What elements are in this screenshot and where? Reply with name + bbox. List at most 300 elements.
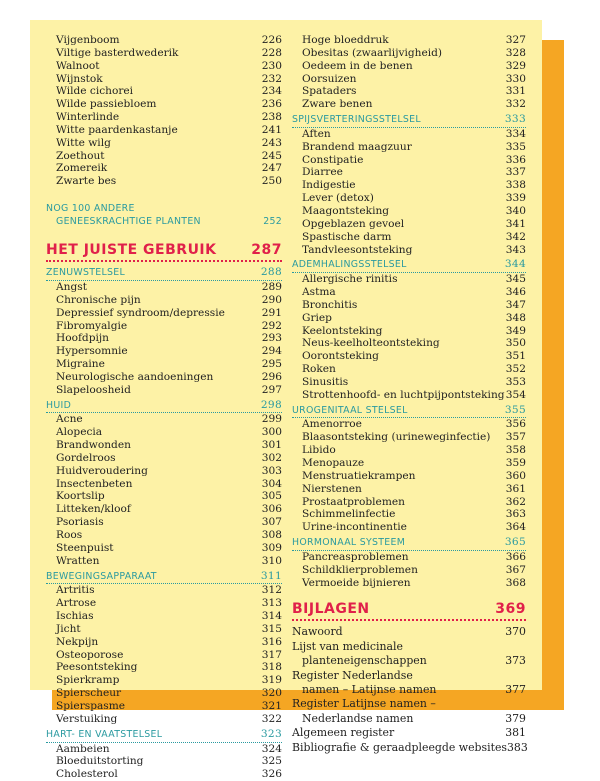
toc-entry-page: 304 bbox=[261, 477, 282, 490]
toc-entry-label: Blaasontsteking (urineweginfectie) bbox=[302, 431, 491, 444]
toc-entry-label: Pancreasproblemen bbox=[302, 550, 409, 563]
toc-entry-label: Zoethout bbox=[56, 149, 105, 162]
toc-entry-label: Nekpijn bbox=[56, 635, 99, 648]
toc-entry[interactable] bbox=[46, 542, 282, 555]
toc-entry-label: Brandend maagzuur bbox=[302, 140, 412, 153]
toc-entry-label: Spierscheur bbox=[56, 687, 122, 700]
toc-entry-page: 247 bbox=[261, 162, 282, 175]
toc-entry-page: 300 bbox=[261, 426, 282, 439]
toc-entry[interactable] bbox=[46, 345, 282, 358]
toc-entry-page: 348 bbox=[505, 311, 526, 324]
toc-entry-page: 305 bbox=[261, 490, 282, 503]
toc-entry[interactable] bbox=[46, 137, 282, 150]
toc-entry[interactable] bbox=[46, 674, 282, 687]
toc-entry[interactable] bbox=[292, 218, 526, 231]
toc-entry[interactable] bbox=[46, 743, 282, 756]
cardio-continued-list bbox=[292, 34, 526, 111]
appendix-list bbox=[292, 625, 526, 755]
toc-entry[interactable] bbox=[46, 332, 282, 345]
toc-entry-label: Spastische darm bbox=[302, 230, 392, 243]
toc-entry[interactable] bbox=[292, 286, 526, 299]
section-heading[interactable] bbox=[292, 536, 526, 551]
toc-entry-label: Alopecia bbox=[56, 426, 103, 439]
toc-entry[interactable] bbox=[292, 128, 526, 141]
toc-entry[interactable] bbox=[292, 376, 526, 389]
toc-entry-page: 299 bbox=[261, 413, 282, 426]
section-heading[interactable] bbox=[292, 258, 526, 273]
toc-entry-label: Obesitas (zwaarlijvigheid) bbox=[302, 46, 443, 59]
toc-entry[interactable] bbox=[46, 150, 282, 163]
toc-entry[interactable] bbox=[46, 358, 282, 371]
toc-entry-label: Verstuiking bbox=[56, 712, 118, 725]
toc-entry-page: 342 bbox=[505, 230, 526, 243]
toc-entry-label: Keelontsteking bbox=[302, 324, 383, 337]
toc-entry[interactable] bbox=[46, 700, 282, 713]
toc-entry[interactable] bbox=[46, 623, 282, 636]
toc-entry-page: 319 bbox=[261, 674, 282, 687]
toc-entry-label: Cholesterol bbox=[56, 768, 118, 781]
toc-entry-page: 360 bbox=[505, 469, 526, 482]
toc-entry-page: 245 bbox=[261, 149, 282, 162]
toc-entry-page: 309 bbox=[261, 541, 282, 554]
toc-entry-page: 301 bbox=[261, 439, 282, 452]
toc-entry-label: Winterlinde bbox=[56, 111, 120, 124]
toc-entry[interactable] bbox=[292, 60, 526, 73]
toc-entry[interactable] bbox=[46, 60, 282, 73]
toc-entry-label: Bloeduitstorting bbox=[56, 755, 144, 768]
toc-entry-page: 331 bbox=[505, 85, 526, 98]
toc-entry-page: 308 bbox=[261, 529, 282, 541]
toc-entry-label: Vijgenboom bbox=[56, 34, 120, 46]
toc-entry[interactable] bbox=[46, 98, 282, 111]
chapter-title: HET JUISTE GEBRUIK bbox=[46, 242, 217, 259]
toc-entry[interactable] bbox=[292, 85, 526, 98]
toc-entry-page: 336 bbox=[505, 153, 526, 166]
toc-entry-page: 307 bbox=[261, 516, 282, 529]
section-title: SPIJSVERTERINGSSTELSEL bbox=[292, 114, 421, 126]
toc-entry-label: Zwarte bes bbox=[56, 175, 117, 188]
toc-entry-label: Walnoot bbox=[56, 59, 100, 72]
toc-entry-page: 241 bbox=[261, 123, 282, 136]
toc-entry[interactable] bbox=[292, 192, 526, 205]
toc-entry-page: 335 bbox=[505, 140, 526, 153]
toc-entry[interactable] bbox=[46, 384, 282, 397]
appendix-entry-page: 383 bbox=[506, 740, 528, 754]
toc-page bbox=[30, 20, 542, 781]
toc-entry[interactable] bbox=[292, 457, 526, 470]
toc-entry[interactable] bbox=[46, 47, 282, 60]
toc-entry-page: 351 bbox=[505, 350, 526, 363]
toc-entry-page: 324 bbox=[261, 742, 282, 755]
toc-entry-page: 322 bbox=[261, 712, 282, 725]
toc-entry-label: Gordelroos bbox=[56, 451, 116, 464]
appendix-entry-label: Bibliografie & geraadpleegde websites bbox=[292, 740, 507, 754]
toc-entry-label: Oorsuizen bbox=[302, 72, 357, 85]
toc-entry-page: 332 bbox=[505, 98, 526, 111]
toc-entry-page: 290 bbox=[261, 293, 282, 306]
toc-entry-page: 334 bbox=[505, 127, 526, 140]
toc-entry-page: 295 bbox=[261, 358, 282, 371]
toc-entry-label: Zomereik bbox=[56, 162, 108, 175]
toc-entry-label: Ischias bbox=[56, 610, 94, 623]
toc-entry-page: 310 bbox=[261, 554, 282, 567]
toc-entry-page: 315 bbox=[261, 622, 282, 635]
toc-entry-page: 293 bbox=[261, 332, 282, 345]
toc-entry-page: 349 bbox=[505, 324, 526, 337]
toc-entry-page: 321 bbox=[261, 699, 282, 712]
toc-entry[interactable] bbox=[46, 73, 282, 86]
left-column bbox=[46, 34, 282, 781]
toc-entry-page: 345 bbox=[505, 273, 526, 286]
toc-entry[interactable] bbox=[292, 551, 526, 564]
section-heading[interactable] bbox=[46, 728, 282, 743]
toc-entry-label: Libido bbox=[302, 444, 336, 457]
toc-entry[interactable] bbox=[46, 162, 282, 175]
toc-entry[interactable] bbox=[46, 713, 282, 726]
toc-entry-label: Acne bbox=[56, 413, 83, 426]
toc-entry-label: Bronchitis bbox=[302, 298, 358, 311]
toc-entry[interactable] bbox=[292, 470, 526, 483]
toc-entry-label: Opgeblazen gevoel bbox=[302, 217, 405, 230]
toc-entry-label: Menstruatiekrampen bbox=[302, 469, 416, 482]
toc-entry[interactable] bbox=[46, 371, 282, 384]
toc-entry[interactable] bbox=[292, 483, 526, 496]
toc-entry-page: 346 bbox=[505, 286, 526, 299]
toc-entry-page: 292 bbox=[261, 319, 282, 332]
toc-entry-label: Prostaatproblemen bbox=[302, 495, 405, 508]
toc-entry[interactable] bbox=[292, 141, 526, 154]
toc-entry-label: Jicht bbox=[56, 622, 81, 635]
appendix-entry[interactable] bbox=[292, 683, 526, 697]
section-title: UROGENITAAL STELSEL bbox=[292, 404, 408, 416]
appendix-entry-label: Lijst van medicinale bbox=[292, 639, 403, 653]
toc-entry[interactable] bbox=[292, 444, 526, 457]
toc-entry-page: 291 bbox=[261, 306, 282, 319]
toc-entry-page: 312 bbox=[261, 584, 282, 597]
toc-entry-label: Huidveroudering bbox=[56, 464, 148, 477]
appendix-entry[interactable] bbox=[292, 741, 526, 755]
toc-entry-label: Spataders bbox=[302, 85, 357, 98]
appendix-entry-page: 370 bbox=[505, 625, 526, 639]
toc-entry-label: Hypersomnie bbox=[56, 345, 128, 358]
toc-entry[interactable] bbox=[46, 478, 282, 491]
toc-entry[interactable] bbox=[46, 294, 282, 307]
toc-entry[interactable] bbox=[46, 124, 282, 137]
toc-entry-label: Spierspasme bbox=[56, 699, 126, 712]
toc-entry-page: 243 bbox=[261, 136, 282, 149]
toc-entry[interactable] bbox=[292, 350, 526, 363]
toc-entry-page: 343 bbox=[505, 243, 526, 256]
toc-entry-label: Strottenhoofd- en luchtpijpontsteking bbox=[302, 388, 505, 401]
toc-entry-page: 314 bbox=[261, 610, 282, 623]
right-column bbox=[292, 34, 526, 755]
toc-entry-label: Artrose bbox=[56, 597, 97, 610]
toc-entry-label: Maagontsteking bbox=[302, 204, 390, 217]
toc-entry-label: Urine-incontinentie bbox=[302, 521, 407, 534]
toc-entry-page: 297 bbox=[261, 383, 282, 396]
toc-entry-page: 289 bbox=[261, 280, 282, 293]
toc-entry-page: 232 bbox=[261, 72, 282, 85]
toc-entry-label: Aambeien bbox=[56, 742, 110, 755]
toc-entry[interactable] bbox=[46, 503, 282, 516]
section-heading[interactable] bbox=[46, 266, 282, 281]
toc-entry-label: Menopauze bbox=[302, 457, 365, 469]
toc-entry-label: Lever (detox) bbox=[302, 192, 374, 205]
section-page: 365 bbox=[504, 536, 526, 549]
toc-entry[interactable] bbox=[292, 47, 526, 60]
toc-entry[interactable] bbox=[292, 521, 526, 534]
toc-entry[interactable] bbox=[292, 508, 526, 521]
toc-entry[interactable] bbox=[46, 661, 282, 674]
section-page: 311 bbox=[260, 569, 282, 582]
section-heading[interactable] bbox=[46, 570, 282, 585]
toc-entry-page: 352 bbox=[505, 363, 526, 376]
appendix-entry[interactable] bbox=[292, 625, 526, 639]
toc-entry[interactable] bbox=[46, 687, 282, 700]
chapter-page: 369 bbox=[495, 601, 526, 618]
appendix-entry[interactable] bbox=[292, 712, 526, 726]
toc-entry[interactable] bbox=[46, 636, 282, 649]
toc-entry-page: 303 bbox=[261, 464, 282, 477]
toc-entry-label: Wilde cichorei bbox=[56, 85, 134, 98]
right-sections bbox=[292, 113, 526, 589]
toc-entry-page: 354 bbox=[505, 388, 526, 401]
toc-entry[interactable] bbox=[46, 426, 282, 439]
toc-entry-label: Diarree bbox=[302, 166, 343, 179]
appendix-entry-label: Register Nederlandse bbox=[292, 668, 413, 682]
toc-entry[interactable] bbox=[292, 337, 526, 350]
toc-entry-page: 330 bbox=[505, 72, 526, 85]
toc-entry-page: 337 bbox=[505, 166, 526, 179]
toc-entry-label: Koortslip bbox=[56, 490, 105, 503]
appendix-entry-label: planteneigenschappen bbox=[302, 654, 427, 668]
toc-entry[interactable] bbox=[292, 363, 526, 376]
toc-entry-label: Witte wilg bbox=[56, 136, 111, 149]
section-heading[interactable] bbox=[46, 399, 282, 414]
toc-entry[interactable] bbox=[292, 418, 526, 431]
toc-entry-page: 294 bbox=[261, 345, 282, 358]
appendix-entry-label: Register Latijnse namen – bbox=[292, 697, 436, 711]
toc-entry-label: Neus-keelholteontsteking bbox=[302, 337, 440, 350]
toc-entry[interactable] bbox=[292, 564, 526, 577]
toc-entry[interactable] bbox=[46, 439, 282, 452]
toc-entry-label: Psoriasis bbox=[56, 516, 104, 529]
toc-entry-label: Depressief syndroom/depressie bbox=[56, 306, 225, 319]
toc-entry-page: 329 bbox=[505, 59, 526, 72]
toc-entry[interactable] bbox=[292, 205, 526, 218]
appendix-entry-label: Algemeen register bbox=[292, 726, 395, 740]
toc-entry[interactable] bbox=[46, 175, 282, 188]
appendix-entry-label: Nederlandse namen bbox=[302, 711, 414, 725]
toc-entry-label: Hoge bloeddruk bbox=[302, 34, 389, 46]
toc-entry[interactable] bbox=[46, 307, 282, 320]
toc-entry-page: 306 bbox=[261, 503, 282, 516]
toc-entry[interactable] bbox=[46, 490, 282, 503]
toc-entry-label: Spierkramp bbox=[56, 674, 120, 687]
toc-entry-label: Wratten bbox=[56, 554, 100, 567]
toc-entry[interactable] bbox=[292, 496, 526, 509]
toc-entry[interactable] bbox=[46, 465, 282, 478]
toc-entry-label: Zware benen bbox=[302, 98, 373, 111]
toc-entry-page: 317 bbox=[261, 648, 282, 661]
section-title: ADEMHALINGSSTELSEL bbox=[292, 259, 407, 271]
section-page: 288 bbox=[260, 266, 282, 279]
toc-entry[interactable] bbox=[46, 320, 282, 333]
toc-entry-label: Roos bbox=[56, 529, 83, 541]
toc-entry[interactable] bbox=[292, 244, 526, 257]
toc-entry-label: Steenpuist bbox=[56, 541, 114, 554]
toc-entry-label: Allergische rinitis bbox=[302, 273, 398, 286]
toc-entry-page: 250 bbox=[261, 175, 282, 188]
toc-entry-label: Indigestie bbox=[302, 179, 356, 192]
toc-entry-label: Migraine bbox=[56, 358, 105, 371]
toc-entry[interactable] bbox=[46, 584, 282, 597]
chapter-page: 287 bbox=[251, 242, 282, 259]
toc-entry-label: Schildklierproblemen bbox=[302, 563, 418, 576]
toc-entry[interactable] bbox=[46, 111, 282, 124]
toc-entry-page: 357 bbox=[505, 431, 526, 444]
section-heading[interactable] bbox=[292, 113, 526, 128]
toc-entry[interactable] bbox=[46, 649, 282, 662]
appendix-entry-page: 381 bbox=[505, 726, 526, 740]
toc-entry-label: Griep bbox=[302, 311, 332, 324]
appendix-entry[interactable] bbox=[292, 654, 526, 668]
toc-entry-page: 318 bbox=[261, 661, 282, 674]
section-title: BEWEGINGSAPPARAAT bbox=[46, 570, 157, 582]
toc-entry-label: Tandvleesontsteking bbox=[302, 243, 413, 256]
section-heading[interactable] bbox=[292, 404, 526, 419]
toc-entry-page: 228 bbox=[261, 46, 282, 59]
toc-entry-label: Fibromyalgie bbox=[56, 319, 128, 332]
toc-entry-page: 326 bbox=[261, 768, 282, 781]
appendix-entry[interactable] bbox=[292, 726, 526, 740]
toc-entry[interactable] bbox=[292, 166, 526, 179]
appendix-entry-page: 379 bbox=[505, 711, 526, 725]
toc-entry-page: 367 bbox=[505, 563, 526, 576]
toc-entry-label: Litteken/kloof bbox=[56, 503, 131, 516]
left-sections bbox=[46, 266, 282, 781]
toc-entry[interactable] bbox=[46, 516, 282, 529]
toc-entry[interactable] bbox=[292, 154, 526, 167]
toc-entry-label: Wijnstok bbox=[56, 72, 103, 85]
toc-entry[interactable] bbox=[292, 577, 526, 590]
toc-entry[interactable] bbox=[292, 231, 526, 244]
appendix-entry-label: Nawoord bbox=[292, 625, 343, 639]
section-title: HART- EN VAATSTELSEL bbox=[46, 728, 163, 740]
section-page: 323 bbox=[260, 727, 282, 740]
toc-entry-page: 328 bbox=[505, 46, 526, 59]
toc-entry-label: Peesontsteking bbox=[56, 661, 138, 674]
toc-entry-label: Brandwonden bbox=[56, 439, 131, 452]
section-title: HORMONAAL SYSTEEM bbox=[292, 537, 406, 549]
toc-entry-page: 296 bbox=[261, 370, 282, 383]
toc-entry[interactable] bbox=[292, 273, 526, 286]
extra-plants-line1: NOG 100 ANDERE bbox=[46, 203, 135, 215]
toc-entry[interactable] bbox=[46, 281, 282, 294]
section-title: ZENUWSTELSEL bbox=[46, 267, 126, 279]
toc-entry[interactable] bbox=[46, 555, 282, 568]
toc-entry[interactable] bbox=[292, 325, 526, 338]
toc-entry-label: Aften bbox=[302, 127, 331, 140]
section-page: 298 bbox=[260, 398, 282, 411]
toc-entry-label: Hoofdpijn bbox=[56, 332, 109, 345]
section-title: HUID bbox=[46, 399, 72, 411]
toc-entry-label: Viltige basterdwederik bbox=[56, 46, 179, 59]
extra-plants-page: 252 bbox=[263, 216, 282, 228]
toc-entry-page: 358 bbox=[505, 444, 526, 457]
toc-entry-label: Schimmelinfectie bbox=[302, 508, 396, 521]
toc-entry-label: Artritis bbox=[56, 584, 95, 597]
appendix-entry[interactable] bbox=[292, 697, 526, 711]
toc-entry-page: 313 bbox=[261, 597, 282, 610]
toc-entry[interactable] bbox=[46, 85, 282, 98]
appendix-entry-page: 377 bbox=[505, 683, 526, 697]
toc-entry[interactable] bbox=[46, 755, 282, 768]
toc-entry-label: Roken bbox=[302, 363, 336, 376]
section-page: 333 bbox=[504, 113, 526, 126]
toc-entry[interactable] bbox=[292, 179, 526, 192]
toc-entry-page: 316 bbox=[261, 635, 282, 648]
toc-entry[interactable] bbox=[292, 73, 526, 86]
toc-entry-label: Osteoporose bbox=[56, 648, 124, 661]
toc-entry[interactable] bbox=[292, 312, 526, 325]
toc-entry-label: Neurologische aandoeningen bbox=[56, 370, 214, 383]
toc-entry[interactable] bbox=[46, 452, 282, 465]
chapter-heading-gebruik[interactable] bbox=[46, 242, 282, 262]
toc-entry-page: 238 bbox=[261, 111, 282, 124]
toc-entry[interactable] bbox=[46, 34, 282, 47]
toc-entry[interactable] bbox=[46, 597, 282, 610]
toc-entry-page: 364 bbox=[505, 521, 526, 534]
toc-entry-label: Astma bbox=[302, 286, 336, 299]
extra-plants-line2: GENEESKRACHTIGE PLANTEN bbox=[56, 216, 201, 228]
section-page: 344 bbox=[504, 258, 526, 271]
toc-entry[interactable] bbox=[46, 610, 282, 623]
toc-entry[interactable] bbox=[292, 98, 526, 111]
toc-entry-page: 338 bbox=[505, 179, 526, 192]
toc-entry[interactable] bbox=[46, 413, 282, 426]
toc-entry-page: 366 bbox=[505, 550, 526, 563]
toc-entry[interactable] bbox=[292, 299, 526, 312]
toc-entry-page: 356 bbox=[505, 418, 526, 431]
toc-entry-page: 339 bbox=[505, 192, 526, 205]
appendix-entry[interactable] bbox=[292, 669, 526, 683]
appendix-entry-page: 373 bbox=[505, 654, 526, 668]
toc-entry[interactable] bbox=[46, 529, 282, 542]
toc-entry-page: 361 bbox=[505, 482, 526, 495]
toc-entry-label: Sinusitis bbox=[302, 375, 349, 388]
toc-entry-page: 236 bbox=[261, 98, 282, 111]
toc-entry-label: Constipatie bbox=[302, 153, 364, 166]
toc-entry-page: 347 bbox=[505, 298, 526, 311]
toc-entry[interactable] bbox=[292, 389, 526, 402]
toc-entry-page: 340 bbox=[505, 204, 526, 217]
toc-entry-page: 368 bbox=[505, 576, 526, 589]
toc-entry-page: 341 bbox=[505, 217, 526, 230]
toc-entry[interactable] bbox=[46, 768, 282, 781]
toc-entry-page: 226 bbox=[261, 34, 282, 46]
toc-entry[interactable] bbox=[292, 34, 526, 47]
toc-entry[interactable] bbox=[292, 431, 526, 444]
toc-entry-page: 362 bbox=[505, 495, 526, 508]
chapter-title: BIJLAGEN bbox=[292, 601, 370, 618]
toc-entry-page: 320 bbox=[261, 687, 282, 700]
appendix-entry[interactable] bbox=[292, 640, 526, 654]
plant-list bbox=[46, 34, 282, 188]
chapter-heading-bijlagen[interactable] bbox=[292, 601, 526, 621]
extra-plants-entry[interactable] bbox=[46, 202, 282, 228]
toc-entry-page: 363 bbox=[505, 508, 526, 521]
